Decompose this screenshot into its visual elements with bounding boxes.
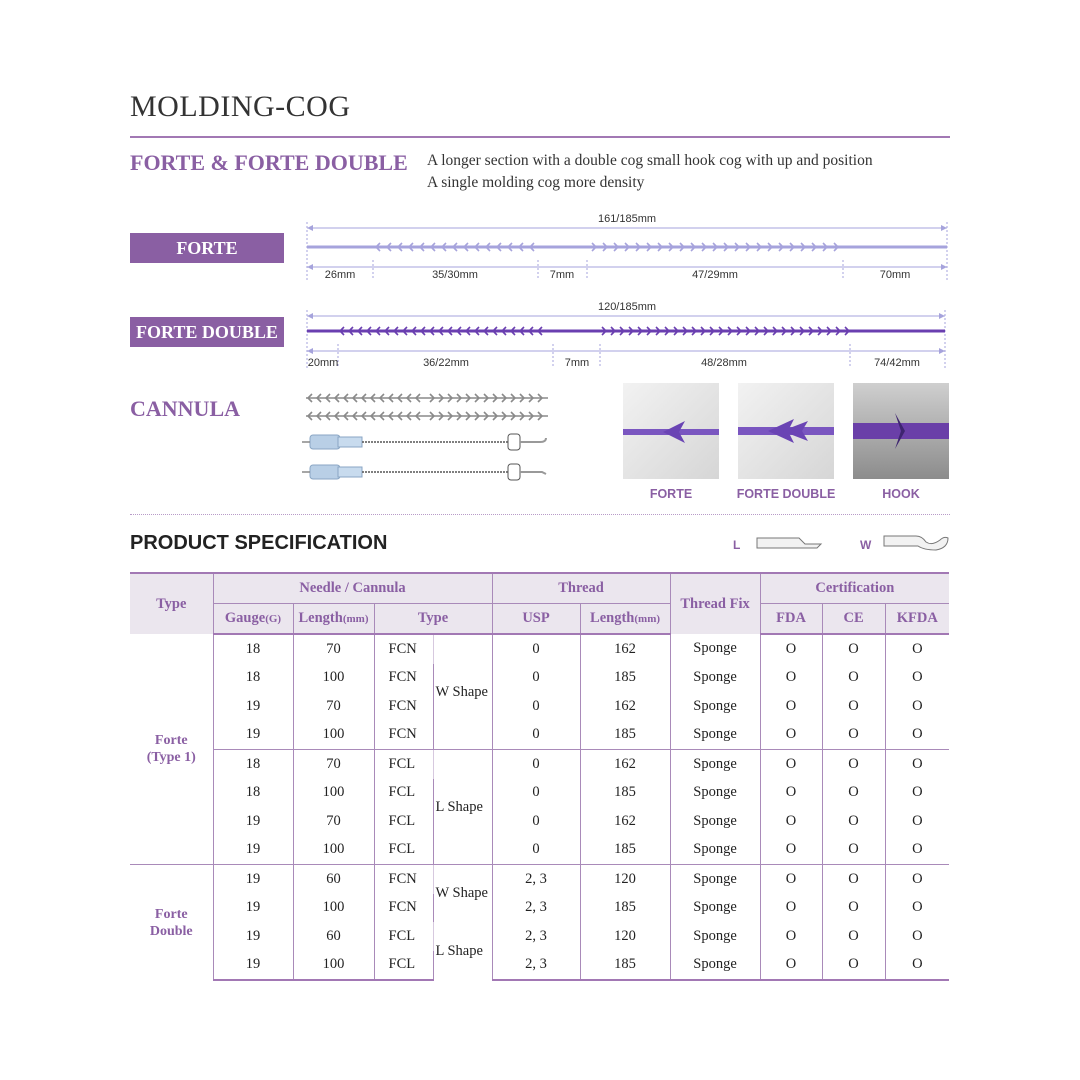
cell-needle-type: FCL — [374, 807, 433, 836]
cell-thread-fix: Sponge — [670, 951, 760, 981]
forte-seg-2: 35/30mm — [432, 269, 478, 281]
group-forte: Forte (Type 1) — [130, 634, 213, 865]
cell-gauge: 18 — [213, 750, 293, 779]
cell-kfda: O — [885, 894, 949, 923]
cell-needle-length: 60 — [293, 865, 374, 894]
forte-photo — [623, 383, 719, 479]
cell-fda: O — [760, 865, 822, 894]
cell-thread-length: 162 — [580, 692, 670, 721]
cell-needle-length: 60 — [293, 922, 374, 951]
th-thread-length: Length(mm) — [580, 604, 670, 635]
forte-double-seg-5: 74/42mm — [874, 357, 920, 369]
forte-seg-5: 70mm — [879, 269, 911, 281]
cell-gauge: 18 — [213, 634, 293, 664]
cell-fda: O — [760, 922, 822, 951]
forte-double-seg-3: 7mm — [564, 357, 590, 369]
cannula-heading: CANNULA — [130, 396, 240, 421]
cell-kfda: O — [885, 922, 949, 951]
forte-double-thread-diagram — [300, 296, 955, 371]
cell-ce: O — [822, 664, 885, 693]
th-type: Type — [130, 573, 213, 634]
cell-usp: 2, 3 — [492, 951, 580, 981]
spec-table — [130, 572, 949, 981]
cell-needle-type: FCN — [374, 692, 433, 721]
cell-thread-length: 185 — [580, 894, 670, 923]
w-tip-icon — [882, 532, 952, 554]
section-heading-forte: FORTE & FORTE DOUBLE — [130, 150, 408, 175]
cell-ce: O — [822, 894, 885, 923]
cell-needle-type: FCL — [374, 922, 433, 951]
cell-thread-fix: Sponge — [670, 634, 760, 664]
cell-kfda: O — [885, 634, 949, 664]
description-line-1: A longer section with a double cog small hook cog with up and position — [427, 152, 873, 169]
cell-kfda: O — [885, 836, 949, 865]
forte-label: FORTE — [130, 233, 284, 263]
cell-needle-length: 100 — [293, 894, 374, 923]
cell-needle-length: 100 — [293, 664, 374, 693]
th-thread-fix: Thread Fix — [670, 573, 760, 634]
table-row — [130, 836, 949, 865]
table-row — [130, 951, 949, 981]
cell-fda: O — [760, 721, 822, 750]
cell-usp: 0 — [492, 807, 580, 836]
table-row — [130, 807, 949, 836]
section-divider — [130, 514, 950, 515]
tip-l-label: L — [733, 538, 741, 552]
forte-double-label: FORTE DOUBLE — [130, 317, 284, 347]
th-ce: CE — [822, 604, 885, 635]
cell-needle-length: 100 — [293, 836, 374, 865]
th-fda: FDA — [760, 604, 822, 635]
table-row — [130, 721, 949, 750]
cell-usp: 0 — [492, 750, 580, 779]
cell-kfda: O — [885, 951, 949, 981]
cell-usp: 0 — [492, 692, 580, 721]
cell-gauge: 18 — [213, 779, 293, 808]
th-needle-type: Type — [374, 604, 492, 635]
cell-needle-length: 70 — [293, 750, 374, 779]
page-title: MOLDING-COG — [130, 90, 351, 123]
cell-thread-length: 162 — [580, 750, 670, 779]
cell-thread-fix: Sponge — [670, 721, 760, 750]
cell-fda: O — [760, 836, 822, 865]
forte-double-photo — [738, 383, 834, 479]
cell-usp: 0 — [492, 664, 580, 693]
cell-gauge: 19 — [213, 807, 293, 836]
cell-needle-length: 100 — [293, 779, 374, 808]
table-row — [130, 865, 949, 894]
forte-total-length: 161/185mm — [597, 213, 657, 225]
table-row — [130, 894, 949, 923]
cell-thread-length: 162 — [580, 807, 670, 836]
cell-ce: O — [822, 750, 885, 779]
cell-thread-fix: Sponge — [670, 750, 760, 779]
cell-fda: O — [760, 779, 822, 808]
cell-needle-type: FCN — [374, 894, 433, 923]
section-description — [427, 150, 873, 194]
cell-fda: O — [760, 750, 822, 779]
table-row — [130, 692, 949, 721]
th-gauge: Gauge(G) — [213, 604, 293, 635]
cell-ce: O — [822, 807, 885, 836]
cell-usp: 2, 3 — [492, 922, 580, 951]
cell-kfda: O — [885, 750, 949, 779]
forte-double-seg-2: 36/22mm — [423, 357, 469, 369]
cell-thread-length: 185 — [580, 779, 670, 808]
cell-kfda: O — [885, 664, 949, 693]
cell-thread-length: 162 — [580, 634, 670, 664]
forte-seg-3: 7mm — [549, 269, 575, 281]
cell-gauge: 19 — [213, 865, 293, 894]
cell-thread-fix: Sponge — [670, 692, 760, 721]
table-row — [130, 634, 949, 664]
tip-w-label: W — [860, 538, 872, 552]
cell-ce: O — [822, 951, 885, 981]
cell-shape: L Shape — [433, 922, 492, 980]
th-thread: Thread — [492, 573, 670, 604]
cell-kfda: O — [885, 721, 949, 750]
forte-seg-1: 26mm — [324, 269, 356, 281]
cell-kfda: O — [885, 779, 949, 808]
cell-gauge: 19 — [213, 894, 293, 923]
cell-shape: L Shape — [433, 750, 492, 865]
cell-needle-type: FCL — [374, 750, 433, 779]
table-row — [130, 750, 949, 779]
cell-needle-type: FCN — [374, 664, 433, 693]
cell-needle-length: 70 — [293, 634, 374, 664]
cell-thread-fix: Sponge — [670, 664, 760, 693]
forte-double-photo-caption: FORTE DOUBLE — [736, 487, 836, 501]
cell-gauge: 19 — [213, 692, 293, 721]
th-usp: USP — [492, 604, 580, 635]
cell-needle-type: FCL — [374, 951, 433, 981]
forte-seg-4: 47/29mm — [692, 269, 738, 281]
th-kfda: KFDA — [885, 604, 949, 635]
cell-shape: W Shape — [433, 865, 492, 923]
cell-fda: O — [760, 692, 822, 721]
th-certification: Certification — [760, 573, 949, 604]
cell-shape: W Shape — [433, 634, 492, 750]
cell-needle-length: 70 — [293, 807, 374, 836]
table-row — [130, 922, 949, 951]
cell-gauge: 19 — [213, 836, 293, 865]
forte-thread-diagram — [300, 208, 955, 283]
cell-gauge: 19 — [213, 922, 293, 951]
cell-thread-fix: Sponge — [670, 807, 760, 836]
description-line-2: A single molding cog more density — [427, 174, 645, 191]
cell-thread-fix: Sponge — [670, 922, 760, 951]
cell-usp: 0 — [492, 779, 580, 808]
cell-thread-fix: Sponge — [670, 894, 760, 923]
cell-needle-length: 100 — [293, 721, 374, 750]
cell-fda: O — [760, 634, 822, 664]
cell-usp: 0 — [492, 721, 580, 750]
cell-usp: 0 — [492, 836, 580, 865]
forte-double-total-length: 120/185mm — [597, 301, 657, 313]
cell-thread-length: 185 — [580, 951, 670, 981]
cell-thread-length: 120 — [580, 865, 670, 894]
cell-thread-length: 185 — [580, 836, 670, 865]
th-needle-length: Length(mm) — [293, 604, 374, 635]
cannula-needle-2 — [302, 464, 546, 480]
cell-kfda: O — [885, 865, 949, 894]
cell-kfda: O — [885, 692, 949, 721]
forte-photo-caption: FORTE — [649, 487, 693, 501]
cell-ce: O — [822, 634, 885, 664]
cell-ce: O — [822, 865, 885, 894]
cell-ce: O — [822, 922, 885, 951]
table-row — [130, 664, 949, 693]
hook-photo-caption: HOOK — [882, 487, 920, 501]
cell-needle-type: FCN — [374, 865, 433, 894]
cell-gauge: 19 — [213, 951, 293, 981]
cannula-needle-1 — [302, 434, 546, 450]
group-forte-double: Forte Double — [130, 865, 213, 981]
table-row — [130, 779, 949, 808]
cell-ce: O — [822, 721, 885, 750]
cell-needle-type: FCN — [374, 634, 433, 664]
cell-needle-length: 100 — [293, 951, 374, 981]
cell-kfda: O — [885, 807, 949, 836]
cell-thread-length: 185 — [580, 664, 670, 693]
cell-needle-type: FCL — [374, 779, 433, 808]
cell-ce: O — [822, 779, 885, 808]
cell-needle-type: FCN — [374, 721, 433, 750]
cell-thread-fix: Sponge — [670, 779, 760, 808]
title-rule — [130, 136, 950, 138]
cell-gauge: 19 — [213, 721, 293, 750]
cell-needle-length: 70 — [293, 692, 374, 721]
spec-heading: PRODUCT SPECIFICATION — [130, 532, 388, 554]
forte-double-seg-4: 48/28mm — [701, 357, 747, 369]
cell-ce: O — [822, 836, 885, 865]
cannula-illustration — [298, 388, 558, 488]
l-tip-icon — [755, 534, 825, 554]
cell-fda: O — [760, 894, 822, 923]
forte-double-seg-1: 20mm — [307, 357, 339, 369]
cell-usp: 0 — [492, 634, 580, 664]
cell-usp: 2, 3 — [492, 894, 580, 923]
cell-ce: O — [822, 692, 885, 721]
cell-fda: O — [760, 951, 822, 981]
cell-needle-type: FCL — [374, 836, 433, 865]
hook-photo — [853, 383, 949, 479]
cell-thread-fix: Sponge — [670, 836, 760, 865]
cell-thread-fix: Sponge — [670, 865, 760, 894]
th-needle-cannula: Needle / Cannula — [213, 573, 492, 604]
cell-gauge: 18 — [213, 664, 293, 693]
cell-thread-length: 185 — [580, 721, 670, 750]
cell-thread-length: 120 — [580, 922, 670, 951]
cell-fda: O — [760, 807, 822, 836]
cell-fda: O — [760, 664, 822, 693]
cell-usp: 2, 3 — [492, 865, 580, 894]
